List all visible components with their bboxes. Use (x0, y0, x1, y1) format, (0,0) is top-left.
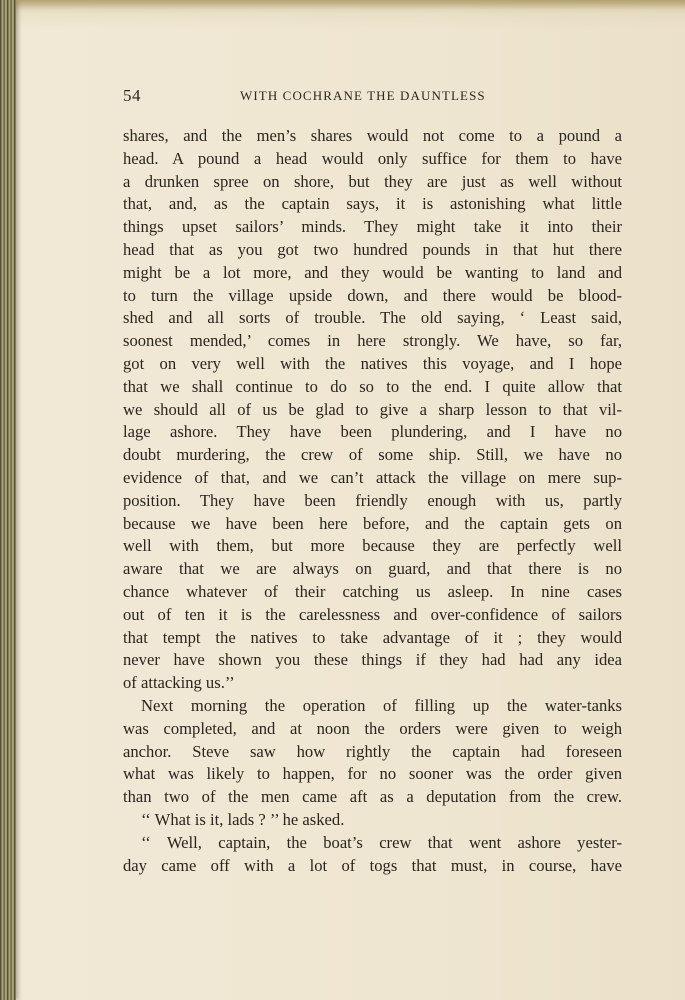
page-number: 54 (123, 86, 141, 105)
text-line: evidence of that, and we can’t attack the village on mere sup- (123, 467, 622, 487)
text-line: well with them, but more because they are perfectly well (123, 536, 622, 556)
text-line: to turn the village upside down, and there would be blood- (123, 285, 622, 305)
text-line: lage ashore. They have been plundering, and I have no (123, 422, 622, 442)
text-line: shed and all sorts of trouble. The old saying, ‘ Least said, (123, 308, 622, 328)
text-line: might be a lot more, and they would be wanting to land and (123, 262, 622, 282)
body-text (123, 125, 622, 877)
text-line: aware that we are always on guard, and that there is no (123, 559, 622, 579)
text-line: head. A pound a head would only suffice for them to have (123, 148, 622, 168)
text-line: a drunken spree on shore, but they are just as well without (123, 171, 622, 191)
text-line: than two of the men came aft as a deputation from the crew. (123, 787, 622, 807)
book-binding-edge (0, 0, 16, 1000)
text-line: of attacking us.’’ (123, 673, 235, 693)
text-line: because we have been here before, and the captain gets on (123, 513, 622, 533)
text-line: head that as you got two hundred pounds in that hut there (123, 239, 622, 259)
text-line: Next morning the operation of filling up the water-tanks (141, 695, 622, 715)
text-line: ‘‘ What is it, lads ? ’’ he asked. (141, 809, 345, 829)
text-line: that tempt the natives to take advantage of it ; they would (123, 627, 622, 647)
text-line: day came off with a lot of togs that must, in course, have (123, 855, 622, 875)
text-line: we should all of us be glad to give a sharp lesson to that vil- (123, 399, 622, 419)
text-line: that we shall continue to do so to the end. I quite allow that (123, 376, 622, 396)
text-line: got on very well with the natives this voyage, and I hope (123, 353, 622, 373)
text-line: shares, and the men’s shares would not come to a pound a (123, 126, 622, 145)
text-line: position. They have been friendly enough with us, partly (123, 490, 622, 510)
page-top-shadow (16, 0, 685, 10)
text-line: doubt murdering, the crew of some ship. Still, we have no (123, 445, 622, 465)
text-line: was completed, and at noon the orders were given to weigh (123, 718, 622, 738)
text-line: soonest mended,’ comes in here strongly. We have, so far, (123, 331, 622, 351)
text-line: anchor. Steve saw how rightly the captain had foreseen (123, 741, 622, 761)
text-line: out of ten it is the carelessness and over-confidence of sailors (123, 604, 622, 624)
text-line: that, and, as the captain says, it is astonishing what little (123, 194, 622, 214)
running-head (123, 86, 623, 110)
text-line: chance whatever of their catching us asleep. In nine cases (123, 581, 622, 601)
text-line: never have shown you these things if they had had any idea (123, 650, 622, 670)
text-line: ‘‘ Well, captain, the boat’s crew that went ashore yester- (141, 832, 622, 852)
text-line: what was likely to happen, for no sooner was the order given (123, 764, 622, 784)
running-head-title: WITH COCHRANE THE DAUNTLESS (240, 88, 486, 103)
text-line: things upset sailors’ minds. They might take it into their (123, 217, 622, 237)
